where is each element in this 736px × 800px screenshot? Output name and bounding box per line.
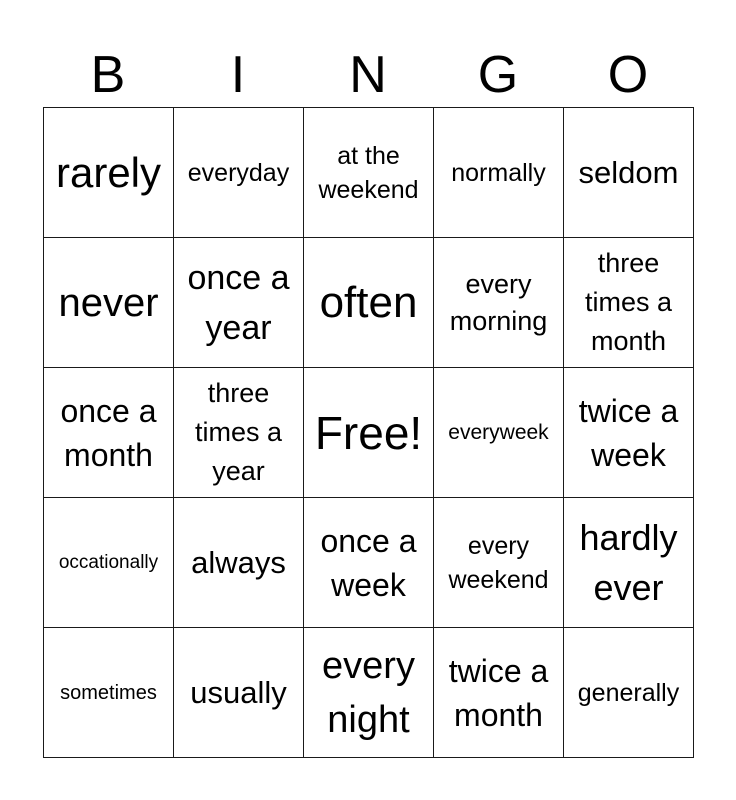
cell-label: Free! (314, 406, 423, 459)
board-row (44, 498, 694, 628)
cell-label: generally (577, 678, 680, 707)
bingo-cell[interactable] (564, 368, 694, 498)
bingo-cell[interactable] (304, 498, 434, 628)
header-letter-i: I (230, 46, 246, 104)
cell-label: never (58, 280, 159, 325)
board-row (44, 238, 694, 368)
cell-label: seldom (578, 155, 679, 190)
board-row (44, 628, 694, 758)
bingo-cell[interactable] (564, 238, 694, 368)
bingo-cell[interactable] (434, 108, 564, 238)
cell-label: everyweek (448, 420, 549, 444)
bingo-cell[interactable] (174, 498, 304, 628)
cell-label: every morning (449, 268, 548, 336)
bingo-cell[interactable] (174, 108, 304, 238)
bingo-cell[interactable] (44, 628, 174, 758)
board-row (44, 368, 694, 498)
bingo-cell[interactable] (434, 238, 564, 368)
bingo-cell[interactable] (564, 498, 694, 628)
header-letter-o: O (607, 46, 649, 104)
cell-label: occationally (58, 551, 159, 573)
bingo-cell[interactable] (174, 368, 304, 498)
bingo-cell[interactable] (434, 498, 564, 628)
bingo-cell[interactable] (304, 238, 434, 368)
cell-label: rarely (55, 148, 162, 196)
bingo-cell[interactable] (434, 628, 564, 758)
bingo-cell[interactable] (44, 368, 174, 498)
cell-label: hardly ever (579, 516, 678, 608)
bingo-cell[interactable] (564, 628, 694, 758)
cell-label: every night (322, 644, 415, 741)
cell-label: three times a year (194, 378, 283, 486)
header-letter-n: N (349, 46, 387, 104)
cell-label: twice a month (448, 652, 549, 733)
cell-label: once a week (320, 522, 417, 603)
cell-label: at the weekend (318, 141, 419, 204)
header-letter-b: B (90, 46, 126, 104)
bingo-cell[interactable] (434, 368, 564, 498)
cell-label: sometimes (60, 681, 157, 704)
cell-label: often (319, 277, 418, 327)
cell-label: usually (190, 674, 287, 710)
bingo-cell[interactable] (174, 628, 304, 758)
bingo-cell[interactable] (304, 368, 434, 498)
bingo-cell[interactable] (44, 498, 174, 628)
bingo-header (43, 44, 693, 106)
header-letter-g: G (477, 46, 519, 104)
cell-label: once a month (60, 392, 157, 473)
bingo-cell[interactable] (44, 238, 174, 368)
cell-label: always (191, 544, 286, 580)
bingo-board (43, 107, 694, 758)
bingo-cell[interactable] (44, 108, 174, 238)
bingo-cell[interactable] (304, 628, 434, 758)
bingo-cell[interactable] (174, 238, 304, 368)
cell-label: twice a week (578, 392, 679, 473)
cell-label: everyday (187, 158, 290, 187)
cell-label: every weekend (448, 531, 549, 594)
board-row (44, 108, 694, 238)
cell-label: three times a month (584, 248, 673, 356)
bingo-cell[interactable] (564, 108, 694, 238)
cell-label: once a year (187, 258, 290, 347)
bingo-cell[interactable] (304, 108, 434, 238)
cell-label: normally (451, 158, 546, 187)
